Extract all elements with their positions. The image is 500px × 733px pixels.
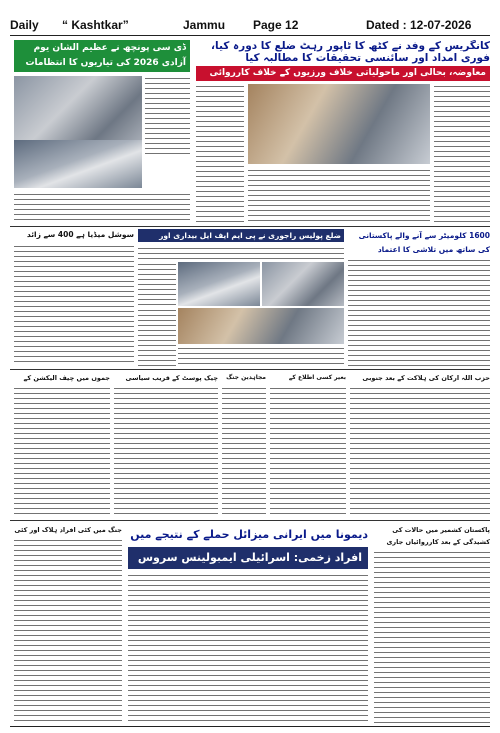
mid-right-headline-2: کی ساتھ میں تلاشی کا اعتماد (377, 245, 490, 254)
bottom-right-headline: پاکستان کشمیر میں حالات کی کشیدگی کے بعد کارروائیاں جاری (386, 526, 490, 546)
article-text (114, 386, 218, 516)
article-text (138, 308, 176, 366)
article-text (14, 538, 122, 723)
top-main-subheadline: معاوضہ، بحالی اور ماحولیاتی خلاف ورزیوں کے خلاف کارروائی (196, 66, 490, 81)
masthead-daily: Daily (10, 18, 39, 32)
bottom-left-headline: جنگ میں کئی افراد ہلاک اور کئی (14, 526, 122, 534)
article-text (128, 573, 368, 723)
masthead-page: Page 12 (253, 18, 299, 32)
article-text (196, 84, 244, 222)
police-photo-2 (262, 262, 344, 306)
article-text (434, 84, 490, 222)
article-text (374, 550, 490, 723)
section-divider (10, 520, 490, 521)
top-left-headline: ڈی سی پونچھ نے عظیم الشان یوم آزادی 2026 کی تیاریوں کا انتظامات (14, 40, 190, 72)
meeting-photo-2 (14, 140, 142, 188)
row3-headline-2: چیک پوسٹ کے قریب سیاسی (125, 374, 218, 382)
mid-left-headline: سوشل میڈیا ہے 400 سے زائد (26, 230, 134, 239)
row3-headline-1: جموں میں چیف الیکشن کے (23, 374, 110, 382)
top-main-headline: کانگریس کے وفد نے کٹھ کا ٹاپور رہٹ ضلع کا دورہ کیا، فوری امداد اور سائنسی تحقیقات کا مطالبہ کیا (211, 40, 490, 64)
masthead-name: “ Kashtkar” (62, 18, 129, 32)
masthead-city: Jammu (183, 18, 226, 32)
article-text (222, 386, 266, 516)
delegation-photo (248, 84, 430, 164)
article-text (270, 386, 346, 516)
article-text (350, 386, 490, 516)
section-divider (10, 226, 490, 227)
masthead (0, 0, 500, 36)
masthead-date: Dated : 12-07-2026 (366, 18, 472, 32)
masthead-rule (10, 35, 490, 36)
mid-center-headline: ضلع پولیس راجوری نے پی ایم ایف ایل بیداری اور (138, 229, 344, 242)
article-text (248, 168, 430, 222)
article-text (348, 258, 490, 366)
police-photo-3 (178, 308, 344, 344)
bottom-main-headline-2: افراد زخمی: اسرائیلی ایمبولینس سروس (128, 547, 368, 569)
article-text (14, 386, 110, 516)
article-text (138, 262, 176, 306)
footer-rule (10, 726, 490, 727)
article-text (145, 76, 190, 154)
article-text (14, 192, 190, 222)
mid-right-headline-1: 1600 کلومیٹر سے آنے والے پاکستانی (358, 231, 490, 240)
article-text (14, 244, 134, 366)
row3-headline-5: حزب اللہ ارکان کی ہلاکت کے بعد جنوبی (362, 374, 490, 382)
police-photo-1 (178, 262, 260, 306)
row3-headline-3: مجاہدین جنگ (226, 374, 266, 381)
section-divider (10, 369, 490, 370)
bottom-main-headline-1: دیمونا میں ایرانی میزائل حملے کے نتیجے میں (130, 528, 368, 541)
article-text (138, 246, 344, 260)
article-text (178, 346, 344, 366)
row3-headline-4: بغیر کسی اطلاع کے (288, 374, 346, 381)
